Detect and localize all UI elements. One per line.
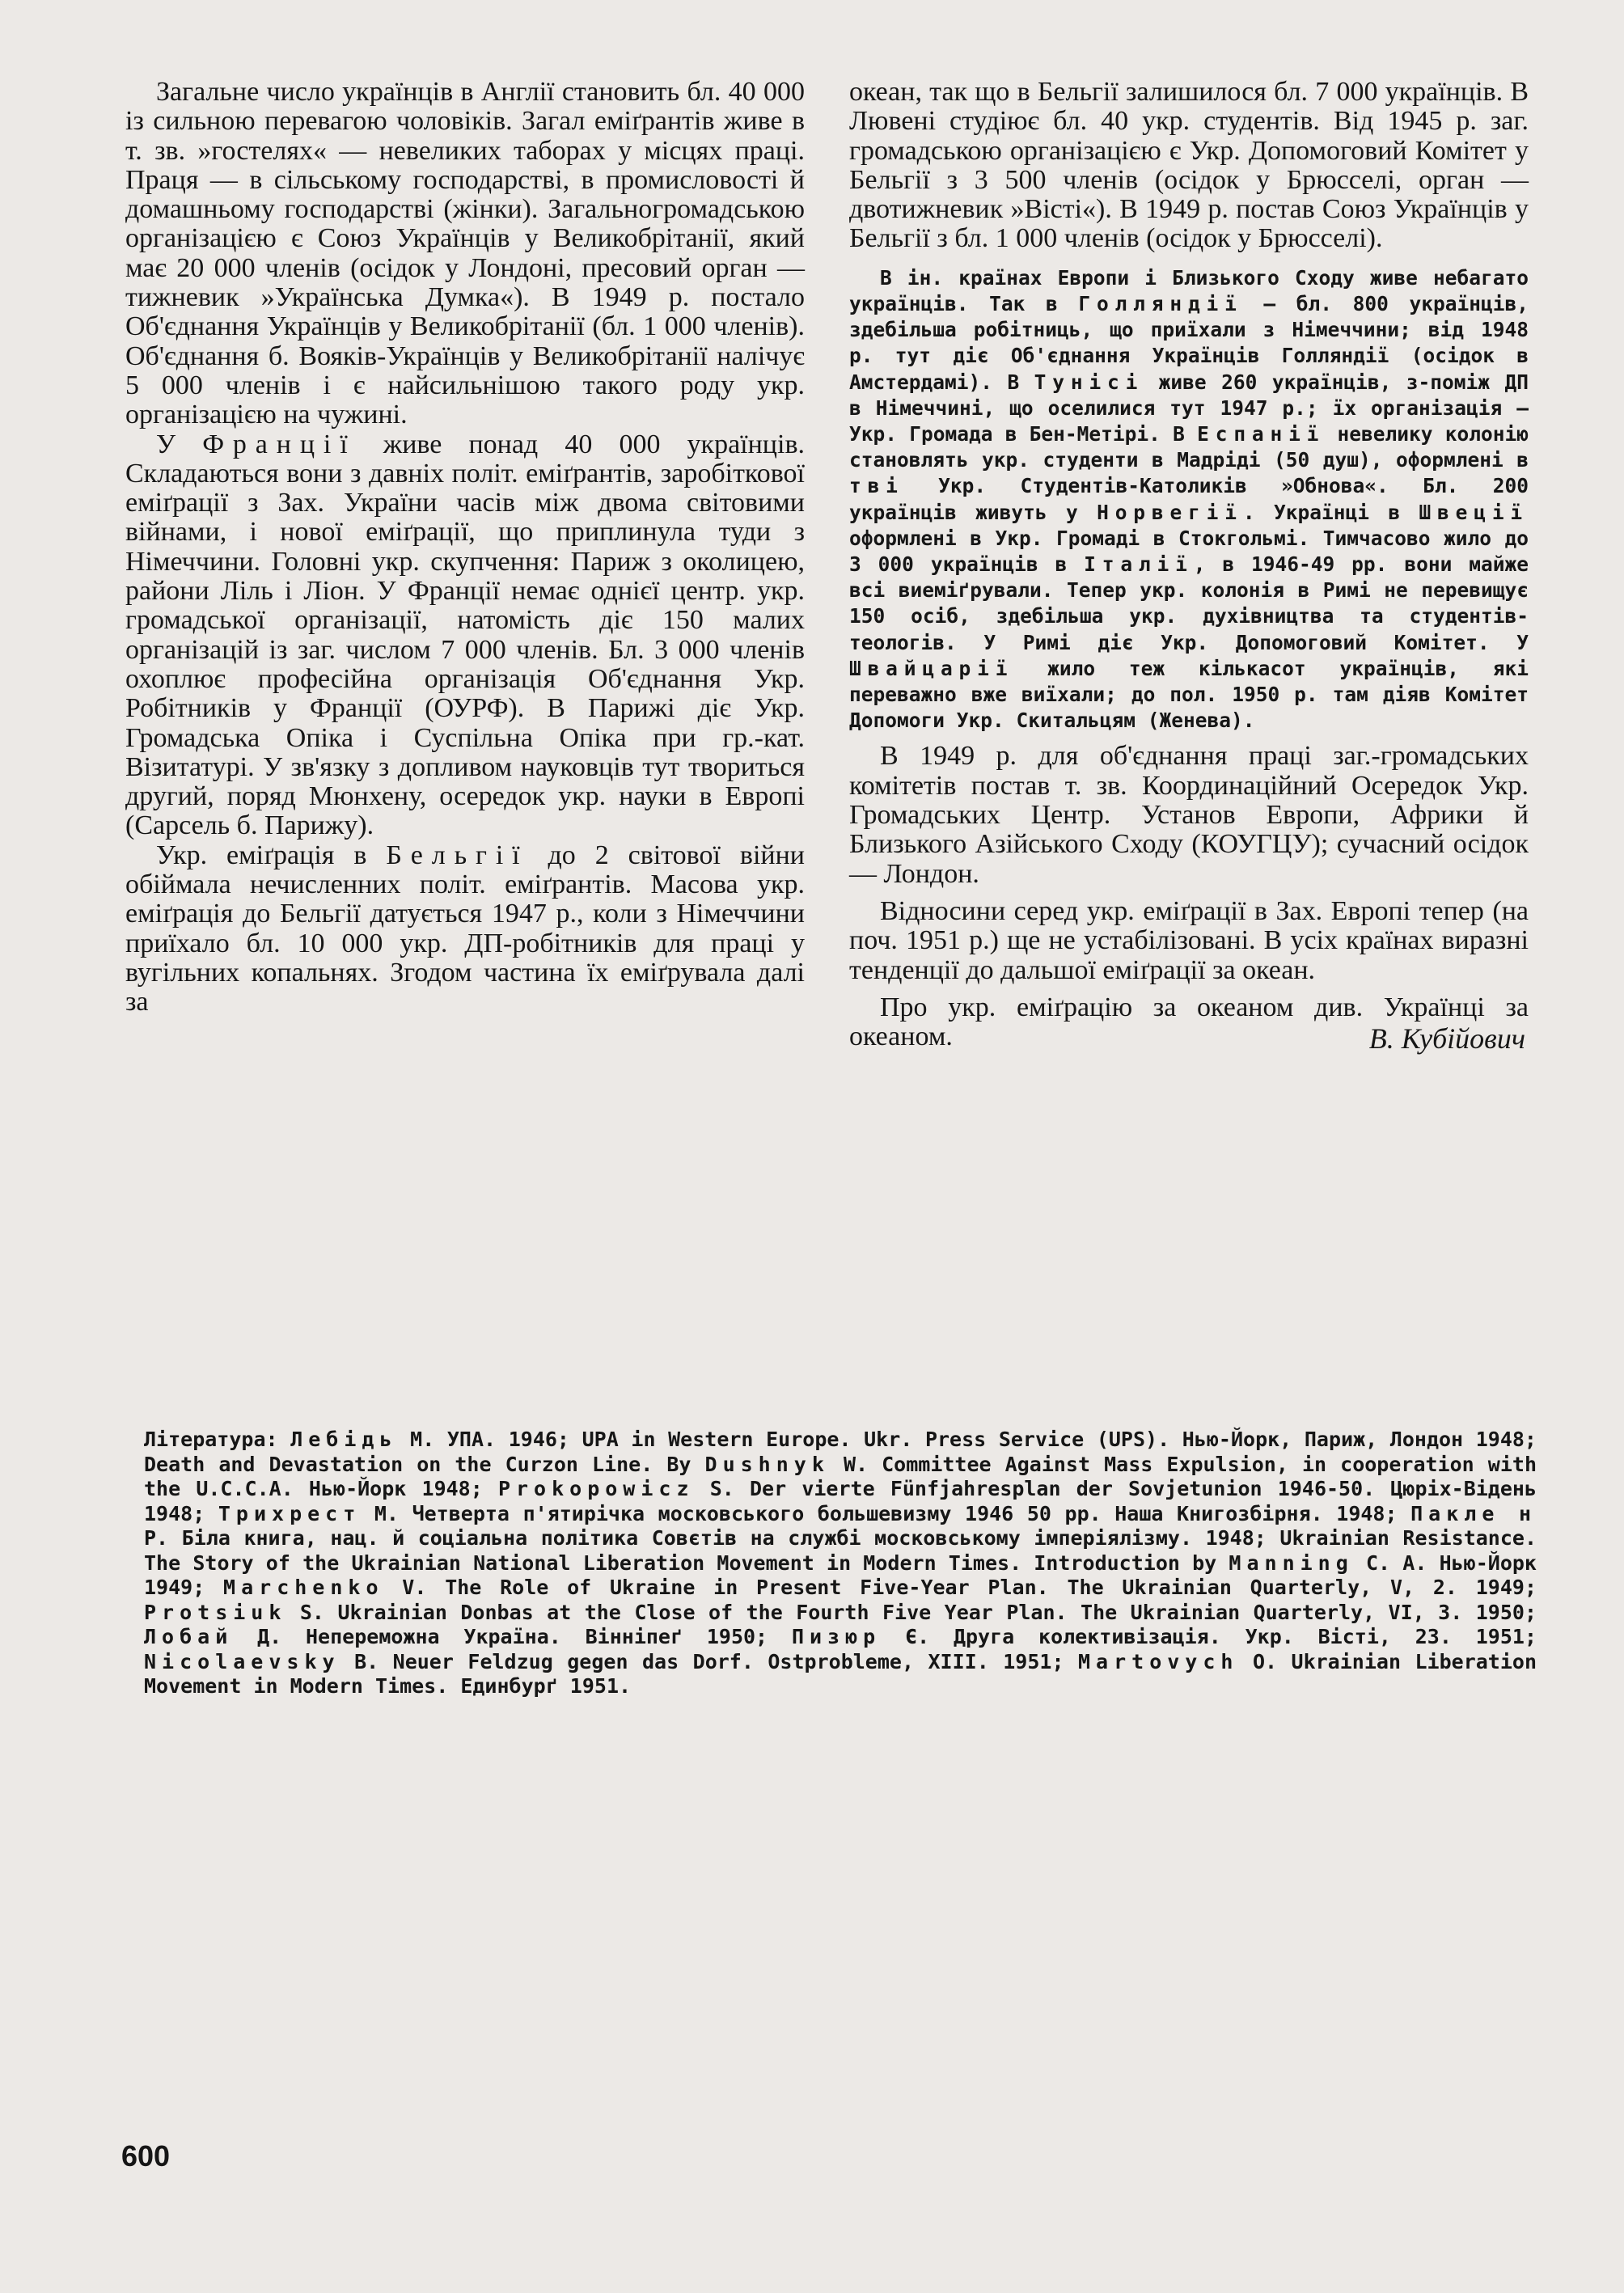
reference-spaced-name: Пизюр [791, 1625, 882, 1648]
other-countries-spaced-name: Тунісі [1034, 370, 1144, 394]
other-countries-text: оформлені в Укр. Громаді в Стокгольмі. Тимчасово жило до 3 000 українців в [849, 526, 1529, 577]
other-countries-text: . Українці в [1242, 500, 1419, 524]
reference-text: М. Четверта п'ятирічка московського большевизму 1946 50 рр. Наша Книгозбірня. 1948; [361, 1501, 1411, 1525]
paragraph-other-countries [849, 265, 1529, 734]
reference-spaced-name: Marchenko [223, 1576, 384, 1599]
other-countries-text: Укр. Студентів-Католиків »Обнова«. Бл. 200 українців живуть у [849, 474, 1529, 524]
other-countries-spaced-name: Голляндії [1078, 291, 1243, 315]
country-belgium: Бельгії [386, 840, 529, 870]
reference-text: V. The Role of Ukraine in Present Five-Year Plan. The Ukrainian Quarterly, V, 2. 1949; [383, 1576, 1537, 1599]
reference-spaced-name: Лобай [144, 1625, 234, 1648]
reference-text: Д. Непереможна Україна. Вінніпеґ 1950; [233, 1625, 792, 1648]
other-countries-spaced-name: Італії [1084, 552, 1194, 577]
other-countries-text: В ін. країнах Европи і Близького Сходу живе небагато українців. Так в [849, 265, 1529, 315]
paragraph-belgium-prefix: Укр. еміґрація в [156, 840, 387, 870]
reference-text: S. Ukrainian Donbas at the Close of the Fourth Five Year Plan. The Ukrainian Quarterly, VI, 3. 1950; [286, 1600, 1537, 1624]
paragraph-belgium-cont: океан, так що в Бельгії залишилося бл. 7 000 українців. В Лювені студіює бл. 40 укр. студентів. Від 1945 р. заг. громадською організацією є Укр. Допомоговий Комітет у Бельгії з 3 500 членів (осідок у Брюсселі, орган — двотижневик »Вісті«). В 1949 р. постав Союз Українців у Бельгії з бл. 1 000 членів (осідок у Брюсселі). [849, 77, 1529, 254]
reference-spaced-name: Лебідь [290, 1428, 398, 1451]
reference-spaced-name: Dushnyk [704, 1452, 830, 1476]
reference-text: Є. Друга колективізація. Укр. Вісті, 23. 1951; [881, 1625, 1537, 1648]
other-countries-spaced-name: тві [849, 474, 904, 498]
reference-spaced-name: Martovych [1077, 1649, 1239, 1673]
other-countries-spaced-name: Еспанії [1197, 422, 1326, 446]
reference-spaced-name: Пакле н [1410, 1501, 1537, 1525]
paragraph-belgium-text: до 2 світової війни обіймала нечисленних політ. еміґрантів. Масова укр. еміґрація до Бельгії датується 1947 р., коли з Німеччини приїхало бл. 10 000 укр. ДП-робітників для праці у вугільних копальнях. Згодом частина їх еміґрувала далі за [125, 840, 805, 1017]
other-countries-text: живе 260 українців, з-поміж ДП в Німеччині, що оселилися тут 1947 р.; їх організація — Укр. Громада в Бен-Метірі. В [849, 370, 1529, 446]
reference-spaced-name: Nicolaevsky [144, 1649, 340, 1673]
author-signature: В. Кубійович [1368, 1022, 1525, 1056]
paragraph-france-text: живе понад 40 000 українців. Складаються вони з давніх політ. еміґрантів, заробіткової еміґрації з Зах. України часів між двома світовими війнами, і нової еміґрації, що приплинула туди з Німеччини. Головні укр. скупчення: Париж з околицею, райони Ліль і Ліон. У Франції немає однієї центр. укр. громадської організації, натомість діє 150 малих організацій із заг. числом 7 000 членів. Бл. 3 000 членів охоплює професійна організація Об'єднання Укр. Робітників у Франції (ОУРФ). В Парижі діє Укр. Громадська Опіка і Суспільна Опіка при гр.-кат. Візитатурі. У зв'язку з допливом науковців тут твориться другий, поряд Мюнхену, осередок укр. науки в Европі (Сарсель б. Парижу). [125, 429, 805, 841]
reference-text: S. Der vierte Fünfjahresplan der Sovjetunion 1946-50. Цюріх-Відень 1948; [144, 1477, 1537, 1525]
paragraph-france [125, 430, 805, 841]
reference-spaced-name: Protsiuk [144, 1600, 287, 1624]
reference-text: С. А. Нью-Йорк 1949; [144, 1551, 1537, 1599]
reference-text: W. Committee Against Mass Expulsion, in cooperation with the U.C.C.A. Нью-Йорк 1948; [144, 1452, 1537, 1500]
left-column [125, 78, 805, 1017]
other-countries-text: невелику колонію становлять укр. студенти в Мадріді (50 душ), оформлені в [849, 422, 1529, 472]
reference-text: М. УПА. 1946; UPA in Western Europe. Ukr. Press Service (UPS). Нью-Йорк, Париж, Лондон 1948; Death and Devastation on the Curzon Line. By [144, 1428, 1537, 1476]
paragraph-overseas-ref: Про укр. еміґрацію за океаном див. Українці за океаном. [849, 992, 1529, 1052]
reference-text: O. Ukrainian Liberation Movement in Modern Times. Единбурґ 1951. [144, 1649, 1537, 1698]
reference-spaced-name: Трихрест [218, 1501, 362, 1525]
reference-spaced-name: Prokopowicz [497, 1477, 695, 1500]
other-countries-text: жило теж кількасот українців, які переважно вже виїхали; до пол. 1950 р. там діяв Комітет Допомоги Укр. Скитальцям (Женева). [849, 656, 1529, 733]
paragraph-relations: Відносини серед укр. еміґрації в Зах. Европі тепер (на поч. 1951 р.) ще не устабілізовані. В усіх країнах виразні тенденції до дальшої еміґрації за океан. [849, 895, 1529, 985]
reference-text: Р. Біла книга, нац. й соціальна політика Совєтів на службі московському імперіялізму. 1948; Ukrainian Resistance. The Story of the Ukrainian National Liberation Movement in Modern Times. Introduction by [144, 1526, 1537, 1575]
paragraph-france-prefix: У [156, 429, 203, 459]
other-countries-text: — бл. 800 українців, здебільша робітниць, що приїхали з Німеччини; від 1948 р. тут діє Об'єднання Українців Голляндії (осідок в Амстердамі). В [849, 291, 1529, 394]
other-countries-spaced-name: Швеції [1419, 500, 1529, 524]
other-countries-text: , в 1946-49 рр. вони майже всі виеміґрували. Тепер укр. колонія в Римі не перевищує 150 осіб, здебільша укр. духівництва та студентів-теологів. У Римі діє Укр. Допомоговий Комітет. У [849, 552, 1529, 654]
paragraph-coordination: В 1949 р. для об'єднання праці заг.-громадських комітетів постав т. зв. Координаційний Осередок Укр. Громадських Центр. Установ Европи, Африки й Близького Азійського Сходу (КОУГЦУ); сучасний осідок — Лондон. [849, 741, 1529, 889]
other-countries-spaced-name: Швайцарії [849, 656, 1014, 680]
reference-text: B. Neuer Feldzug gegen das Dorf. Ostprobleme, XIII. 1951; [340, 1649, 1078, 1673]
references-block [144, 1428, 1537, 1699]
paragraph-belgium [125, 841, 805, 1017]
page-number: 600 [121, 2139, 171, 2172]
other-countries-spaced-name: Норвегії [1097, 500, 1243, 524]
reference-text: Література: [144, 1428, 291, 1451]
reference-spaced-name: Manning [1229, 1551, 1354, 1575]
right-column [849, 78, 1529, 1054]
paragraph-england: Загальне число українців в Англії становить бл. 40 000 із сильною перевагою чоловіків. Загал еміґрантів живе в т. зв. »гостелях« — невеликих таборах у місцях праці. Праця — в сільському господарстві, в промисловості й домашньому господарстві (жінки). Загальногромадською організацією є Союз Українців у Великобрітанії, який має 20 000 членів (осідок у Лондоні, пресовий орган — тижневик »Українська Думка«). В 1949 р. постало Об'єднання Українців у Великобрітанії (бл. 1 000 членів). Об'єднання б. Вояків-Українців у Великобрітанії налічує 5 000 членів і є найсильнішою такого роду укр. організацією на чужині. [125, 77, 805, 430]
country-france: Франції [202, 429, 357, 459]
